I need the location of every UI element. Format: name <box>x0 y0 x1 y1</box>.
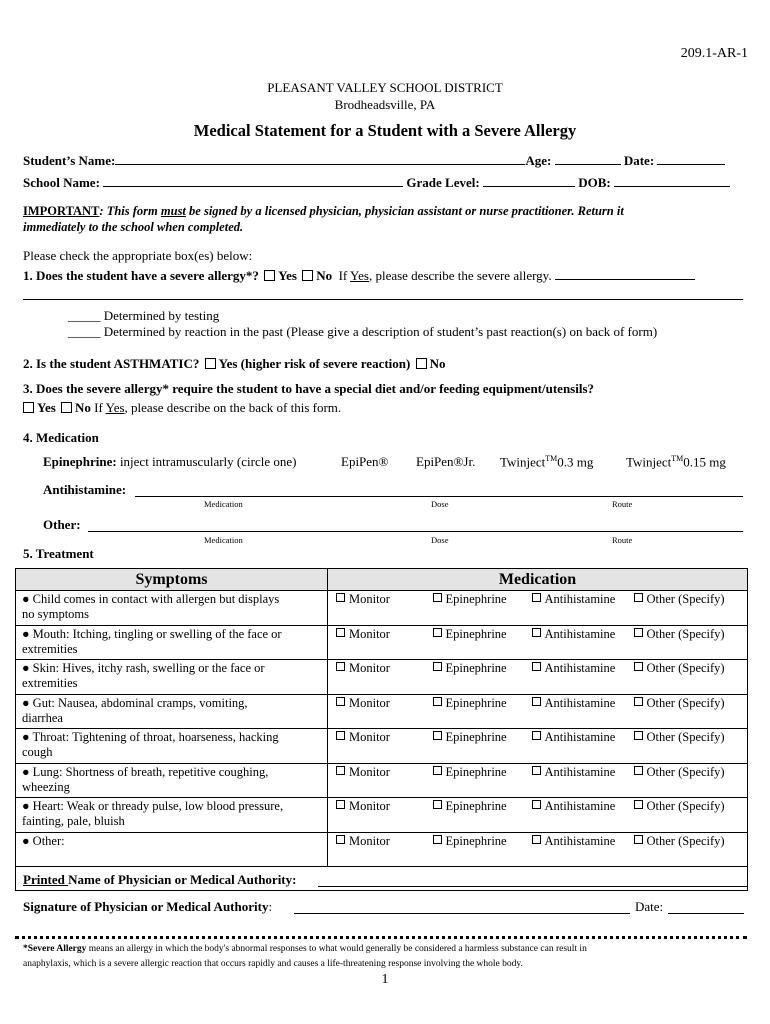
option-checkbox[interactable] <box>634 766 643 775</box>
option-checkbox[interactable] <box>532 593 541 602</box>
footnote-text: means an allergy in which the body's abnormal responses to what would generally be considered a harmless substance can result in <box>86 944 587 954</box>
form-title: Medical Statement for a Student with a Severe Allergy <box>193 121 577 140</box>
option-checkbox[interactable] <box>433 731 442 740</box>
q1-allergy-field-line2[interactable] <box>23 299 743 300</box>
footnote-term: *Severe Allergy <box>23 944 87 954</box>
option-label: Monitor <box>349 764 390 779</box>
other-medication-caption: Medication <box>204 535 243 545</box>
school-name-field[interactable] <box>103 186 403 187</box>
symptom-text-cont: fainting, pale, bluish <box>22 814 125 828</box>
q3-describe: , please describe on the back of this form. <box>124 400 342 415</box>
footnote-line2: anaphylaxis, which is a severe allergic reaction that occurs rapidly and causes a life-threatening response involving the whole body. <box>23 959 523 969</box>
other-route-caption: Route <box>612 535 633 545</box>
option-label: Antihistamine <box>544 799 616 813</box>
printed-name-row <box>23 872 296 888</box>
option-checkbox[interactable] <box>532 731 541 740</box>
treatment-option-other-specify[interactable] <box>626 625 748 660</box>
option-label: Other (Specify) <box>646 764 725 779</box>
treatment-option-other-specify[interactable] <box>626 798 748 833</box>
symptoms-column-header: Symptoms <box>16 569 328 591</box>
q1-if-yes: Yes <box>350 268 369 283</box>
document-code: 209.1-AR-1 <box>680 46 748 61</box>
option-label: Monitor <box>349 833 390 848</box>
student-name-row <box>23 153 725 169</box>
important-notice <box>23 204 624 219</box>
q2-yes-label: Yes (higher risk of severe reaction) <box>218 356 411 371</box>
option-checkbox[interactable] <box>634 697 643 706</box>
symptom-text: ● Child comes in contact with allergen but displays <box>22 592 280 606</box>
treatment-header-row <box>16 569 748 591</box>
option-label: Epinephrine <box>445 764 507 779</box>
q1-no-label: No <box>316 268 333 283</box>
option-label: Monitor <box>349 695 390 710</box>
treatment-option-other-specify[interactable] <box>626 591 748 626</box>
epipen-jr-option[interactable]: EpiPen®Jr. <box>416 454 476 469</box>
antihistamine-field[interactable] <box>135 496 743 497</box>
treatment-option-epinephrine[interactable] <box>425 660 524 695</box>
page-number: 1 <box>381 972 389 987</box>
q3-if: If <box>94 400 103 415</box>
option-checkbox[interactable] <box>532 835 541 844</box>
symptom-text-cont: diarrhea <box>22 710 63 725</box>
option-checkbox[interactable] <box>336 835 345 844</box>
option-checkbox[interactable] <box>433 835 442 844</box>
option-label: Epinephrine <box>445 661 507 675</box>
twinject-03-option[interactable] <box>500 454 593 470</box>
q3-yes-label: Yes <box>37 400 56 415</box>
symptom-text-cont: no symptoms <box>22 607 90 621</box>
option-label: Epinephrine <box>445 592 507 606</box>
option-label: Monitor <box>349 730 390 744</box>
question-3: 3. Does the severe allergy* require the student to have a special diet and/or feeding equipment/utensils? <box>23 381 595 396</box>
option-label: Other (Specify) <box>646 695 725 710</box>
treatment-option-monitor[interactable] <box>328 763 425 798</box>
question-2 <box>23 356 445 372</box>
option-label: Other (Specify) <box>646 592 725 606</box>
treatment-option-antihistamine[interactable] <box>524 660 626 695</box>
medication-column-header: Medication <box>328 569 748 591</box>
treatment-option-epinephrine[interactable] <box>425 798 524 833</box>
question-1 <box>23 268 695 284</box>
q3-yes-checkbox[interactable] <box>23 402 34 413</box>
symptom-text-cont: wheezing <box>22 779 70 794</box>
q1-reaction-label: Determined by reaction in the past (Please give a description of student’s past reaction(s) on back of form) <box>100 324 658 339</box>
antihistamine-label: Antihistamine: <box>43 482 127 497</box>
q1-text: 1. Does the student have a severe allergy*? <box>23 268 259 283</box>
option-label: Antihistamine <box>544 730 616 744</box>
symptom-text: ● Mouth: Itching, tingling or swelling of the face or <box>22 626 282 641</box>
symptom-text-cont: extremities <box>22 641 78 656</box>
option-checkbox[interactable] <box>433 766 442 775</box>
option-label: Epinephrine <box>445 833 507 848</box>
check-instruction: Please check the appropriate box(es) below: <box>23 248 253 263</box>
grade-field[interactable] <box>483 186 575 187</box>
q3-no-checkbox[interactable] <box>61 402 72 413</box>
option-label: Other (Specify) <box>646 799 725 813</box>
grade-label: Grade Level: <box>406 175 480 190</box>
printed-label-underlined: Printed <box>23 872 69 887</box>
treatment-option-other-specify[interactable] <box>626 729 748 764</box>
dob-label: DOB: <box>578 175 611 190</box>
twinject-015-tm: TM <box>671 454 684 463</box>
treatment-option-antihistamine[interactable] <box>524 832 626 867</box>
other-dose-caption: Dose <box>431 535 449 545</box>
signature-label: Signature of Physician or Medical Authority <box>23 899 269 914</box>
treatment-option-other-specify[interactable] <box>626 694 748 729</box>
q1-reaction-option[interactable] <box>68 324 657 340</box>
treatment-row <box>16 591 748 626</box>
option-label: Other (Specify) <box>646 833 725 848</box>
treatment-option-monitor[interactable] <box>328 591 425 626</box>
twinject-015-name: Twinject <box>626 454 672 470</box>
twinject-03-name: Twinject <box>500 454 546 470</box>
district-name: PLEASANT VALLEY SCHOOL DISTRICT <box>267 80 503 95</box>
school-name-label: School Name: <box>23 175 100 190</box>
other-medication-label: Other: <box>43 517 81 532</box>
treatment-row <box>16 625 748 660</box>
q2-yes-checkbox[interactable] <box>205 358 216 369</box>
q2-no-label: No <box>429 356 446 371</box>
age-field[interactable] <box>555 164 621 165</box>
treatment-option-antihistamine[interactable] <box>524 763 626 798</box>
treatment-option-epinephrine[interactable] <box>425 591 524 626</box>
option-label: Antihistamine <box>544 592 616 606</box>
treatment-option-epinephrine[interactable] <box>425 832 524 867</box>
option-label: Monitor <box>349 661 390 675</box>
twinject-03-dose: 0.3 mg <box>557 454 594 470</box>
option-label: Antihistamine <box>544 833 616 848</box>
q1-yes-checkbox[interactable] <box>264 270 275 281</box>
symptom-text: ● Heart: Weak or thready pulse, low blood pressure, <box>22 799 284 813</box>
q1-testing-option[interactable] <box>68 308 219 324</box>
symptom-cell <box>16 694 328 729</box>
option-label: Antihistamine <box>544 764 616 779</box>
twinject-03-tm: TM <box>545 454 558 463</box>
symptom-cell <box>16 832 328 867</box>
option-checkbox[interactable] <box>336 800 345 809</box>
symptom-text: ● Other: <box>22 833 65 848</box>
q1-yes-label: Yes <box>278 268 297 283</box>
antihistamine-route-caption: Route <box>612 499 633 509</box>
treatment-option-epinephrine[interactable] <box>425 625 524 660</box>
q1-no-checkbox[interactable] <box>302 270 313 281</box>
date-label: Date: <box>623 153 655 168</box>
option-checkbox[interactable] <box>532 766 541 775</box>
age-label: Age: <box>525 153 552 168</box>
option-checkbox[interactable] <box>532 662 541 671</box>
school-row <box>23 175 730 191</box>
option-checkbox[interactable] <box>433 593 442 602</box>
antihistamine-dose-caption: Dose <box>431 499 449 509</box>
q1-reaction-blank[interactable]: _____ <box>68 324 101 339</box>
symptom-text: ● Throat: Tightening of throat, hoarseness, hacking <box>22 730 279 744</box>
treatment-option-other-specify[interactable] <box>626 763 748 798</box>
q5-heading: 5. Treatment <box>23 546 94 561</box>
option-checkbox[interactable] <box>336 628 345 637</box>
epinephrine-label: Epinephrine: <box>43 454 117 469</box>
date-field[interactable] <box>657 164 725 165</box>
option-label: Epinephrine <box>445 626 507 641</box>
footnote-line1 <box>23 944 587 954</box>
treatment-option-epinephrine[interactable] <box>425 729 524 764</box>
q1-describe: , please describe the severe allergy. <box>368 268 552 283</box>
q1-allergy-field[interactable] <box>555 279 695 280</box>
q4-heading: 4. Medication <box>23 430 99 445</box>
treatment-row <box>16 832 748 867</box>
treatment-option-epinephrine[interactable] <box>425 763 524 798</box>
important-notice-line2: immediately to the school when completed. <box>23 220 244 234</box>
district-location: Brodheadsville, PA <box>334 97 436 112</box>
symptom-text: ● Lung: Shortness of breath, repetitive coughing, <box>22 764 269 779</box>
treatment-row <box>16 694 748 729</box>
signature-date-label: Date: <box>635 899 664 914</box>
option-checkbox[interactable] <box>634 662 643 671</box>
q2-text: 2. Is the student ASTHMATIC? <box>23 356 200 371</box>
treatment-option-antihistamine[interactable] <box>524 694 626 729</box>
signature-row <box>23 899 272 915</box>
symptom-text-cont: cough <box>22 745 53 759</box>
printed-name-label: Name of Physician or Medical Authority: <box>68 872 297 887</box>
treatment-option-other-specify[interactable] <box>626 832 748 867</box>
option-checkbox[interactable] <box>433 697 442 706</box>
option-checkbox[interactable] <box>634 593 643 602</box>
epinephrine-row <box>43 454 296 470</box>
epinephrine-instruction: inject intramuscularly (circle one) <box>116 454 297 469</box>
student-name-label: Student’s Name: <box>23 153 116 168</box>
option-label: Epinephrine <box>445 730 507 744</box>
important-text: : This form <box>99 204 161 218</box>
option-checkbox[interactable] <box>532 800 541 809</box>
option-checkbox[interactable] <box>336 697 345 706</box>
signature-field[interactable] <box>294 913 630 914</box>
treatment-option-antihistamine[interactable] <box>524 798 626 833</box>
q1-testing-label: Determined by testing <box>100 308 220 323</box>
option-checkbox[interactable] <box>634 731 643 740</box>
q1-if: If <box>338 268 348 283</box>
option-label: Epinephrine <box>445 799 507 813</box>
option-label: Antihistamine <box>544 661 616 675</box>
option-checkbox[interactable] <box>336 662 345 671</box>
treatment-option-monitor[interactable] <box>328 798 425 833</box>
symptom-text: ● Skin: Hives, itchy rash, swelling or the face or <box>22 661 265 675</box>
twinject-015-dose: 0.15 mg <box>683 454 726 470</box>
other-medication-field[interactable] <box>88 531 743 532</box>
option-checkbox[interactable] <box>433 800 442 809</box>
symptom-cell <box>16 625 328 660</box>
treatment-row <box>16 729 748 764</box>
important-label: IMPORTANT <box>23 204 100 218</box>
treatment-option-epinephrine[interactable] <box>425 694 524 729</box>
option-checkbox[interactable] <box>336 731 345 740</box>
treatment-row <box>16 798 748 833</box>
option-checkbox[interactable] <box>433 662 442 671</box>
option-checkbox[interactable] <box>532 628 541 637</box>
q3-if-yes: Yes <box>105 400 125 415</box>
epipen-option[interactable]: EpiPen® <box>341 454 389 469</box>
treatment-option-monitor[interactable] <box>328 660 425 695</box>
treatment-table <box>15 568 748 891</box>
symptom-cell <box>16 798 328 833</box>
option-label: Other (Specify) <box>646 626 725 641</box>
student-name-field[interactable] <box>115 164 525 165</box>
antihistamine-medication-caption: Medication <box>204 499 243 509</box>
signature-colon: : <box>268 899 273 914</box>
signature-date-field[interactable] <box>668 913 744 914</box>
option-checkbox[interactable] <box>634 800 643 809</box>
treatment-option-monitor[interactable] <box>328 729 425 764</box>
treatment-row <box>16 763 748 798</box>
symptom-cell <box>16 591 328 626</box>
symptom-cell <box>16 763 328 798</box>
treatment-option-monitor[interactable] <box>328 625 425 660</box>
dob-field[interactable] <box>614 186 730 187</box>
q1-testing-blank[interactable]: _____ <box>68 308 101 323</box>
q2-no-checkbox[interactable] <box>416 358 427 369</box>
footnote-divider <box>15 936 747 939</box>
twinject-015-option[interactable] <box>626 454 726 470</box>
option-checkbox[interactable] <box>634 835 643 844</box>
printed-name-field[interactable] <box>318 886 747 887</box>
symptom-cell <box>16 729 328 764</box>
option-label: Antihistamine <box>544 695 616 710</box>
option-label: Monitor <box>349 799 390 813</box>
treatment-option-monitor[interactable] <box>328 832 425 867</box>
treatment-option-antihistamine[interactable] <box>524 625 626 660</box>
treatment-option-other-specify[interactable] <box>626 660 748 695</box>
question-3-answers <box>21 400 341 416</box>
option-label: Antihistamine <box>544 626 616 641</box>
symptom-text: ● Gut: Nausea, abdominal cramps, vomiting, <box>22 695 248 710</box>
option-label: Monitor <box>349 626 390 641</box>
treatment-table-body <box>16 591 748 891</box>
option-label: Epinephrine <box>445 695 507 710</box>
treatment-row <box>16 660 748 695</box>
important-must: must <box>160 204 186 218</box>
option-checkbox[interactable] <box>532 697 541 706</box>
treatment-option-monitor[interactable] <box>328 694 425 729</box>
option-label: Other (Specify) <box>646 730 725 744</box>
option-checkbox[interactable] <box>336 766 345 775</box>
q3-no-label: No <box>75 400 91 415</box>
symptom-text-cont: extremities <box>22 676 78 690</box>
treatment-option-antihistamine[interactable] <box>524 591 626 626</box>
option-checkbox[interactable] <box>433 628 442 637</box>
option-label: Other (Specify) <box>646 661 725 675</box>
option-label: Monitor <box>349 592 390 606</box>
treatment-option-antihistamine[interactable] <box>524 729 626 764</box>
important-text-cont: be signed by a licensed physician, physician assistant or nurse practitioner. Return it <box>185 204 624 218</box>
option-checkbox[interactable] <box>336 593 345 602</box>
option-checkbox[interactable] <box>634 628 643 637</box>
symptom-cell <box>16 660 328 695</box>
